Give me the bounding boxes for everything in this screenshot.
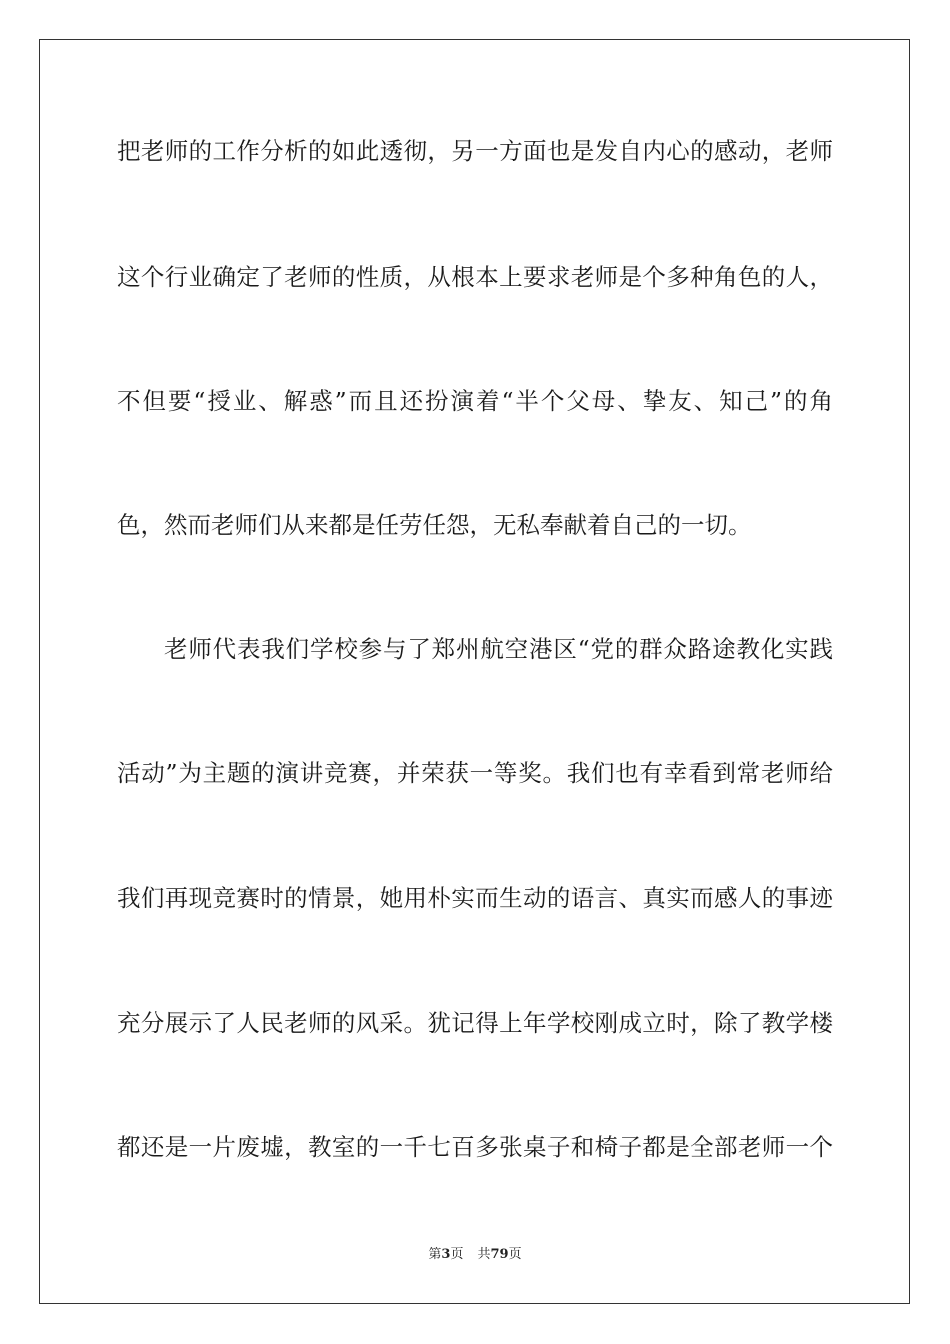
text-line: 充分展示了人民老师的风采。犹记得上年学校刚成立时，除了教学楼	[117, 1009, 833, 1037]
total-suffix: 页	[508, 1247, 522, 1262]
page-prefix: 第	[428, 1247, 442, 1262]
current-page-number: 3	[441, 1247, 451, 1262]
page-footer	[0, 1246, 950, 1264]
text-line: 活动”为主题的演讲竞赛，并荣获一等奖。我们也有幸看到常老师给	[117, 759, 833, 787]
text-line: 都还是一片废墟，教室的一千七百多张桌子和椅子都是全部老师一个	[117, 1133, 833, 1161]
page-border	[39, 39, 910, 1304]
total-page-count: 79	[490, 1247, 509, 1262]
text-line: 把老师的工作分析的如此透彻，另一方面也是发自内心的感动，老师	[117, 137, 833, 165]
page-suffix: 页	[450, 1247, 464, 1262]
paragraph-first-line: 老师代表我们学校参与了郑州航空港区“党的群众路途教化实践	[164, 635, 833, 663]
text-line: 我们再现竞赛时的情景，她用朴实而生动的语言、真实而感人的事迹	[117, 884, 833, 912]
text-line: 这个行业确定了老师的性质，从根本上要求老师是个多种角色的人，	[117, 263, 833, 291]
text-line: 不但要“授业、解惑”而且还扮演着“半个父母、挚友、知己”的角	[117, 387, 833, 415]
text-line: 色，然而老师们从来都是任劳任怨，无私奉献着自己的一切。	[117, 511, 752, 539]
total-prefix: 共	[477, 1247, 491, 1262]
